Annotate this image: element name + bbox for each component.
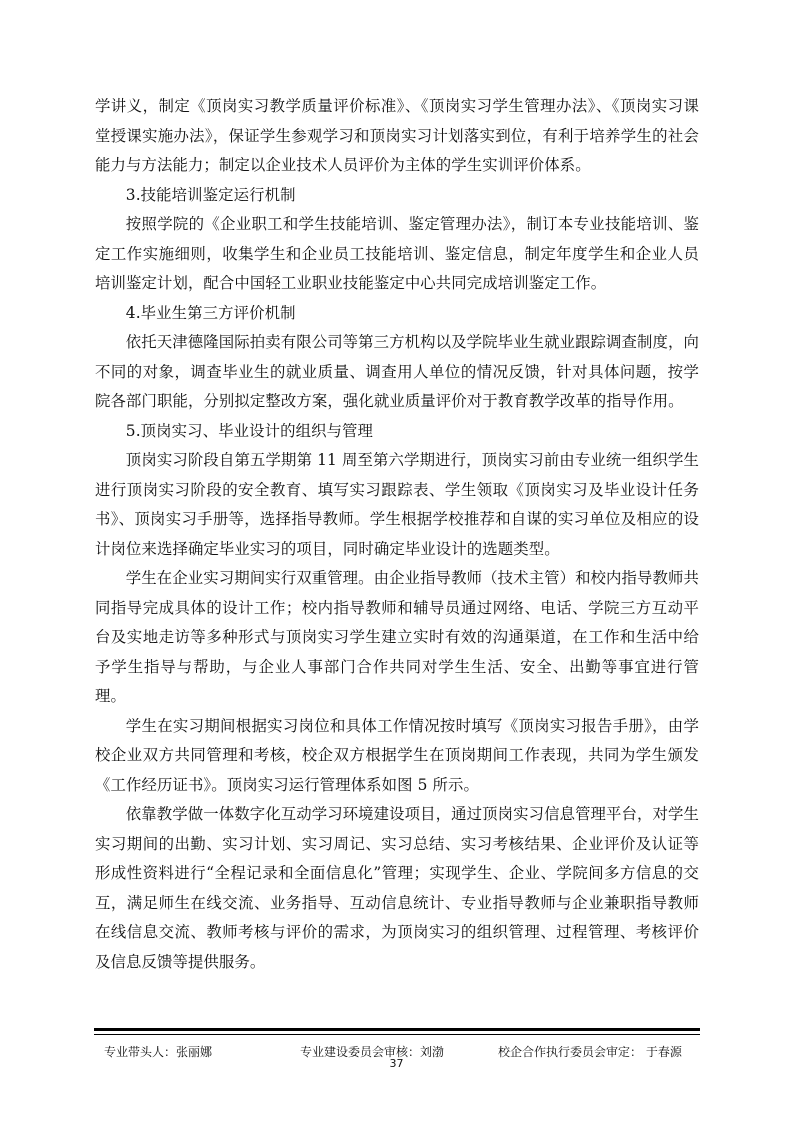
footer-committee-review: 专业建设委员会审核：刘渤 (300, 1045, 445, 1059)
paragraph: 依靠教学做一体数字化互动学习环境建设项目，通过顶岗实习信息管理平台，对学生实习期间的出勤、实习计划、实习周记、实习总结、实习考核结果、企业评价及认证等形成性资料进行“全程记录和全面信息化”管理；实现学生、企业、学院间多方信息的交互，满足师生在线交流、业务指导、互动信息统计、专业指导教师与企业兼职指导教师在线信息交流、教师考核与评价的需求，为顶岗实习的组织管理、过程管理、考核评价及信息反馈等提供服务。 (95, 805, 699, 971)
paragraph: 按照学院的《企业职工和学生技能培训、鉴定管理办法》，制订本专业技能培训、鉴定工作实施细则，收集学生和企业员工技能培训、鉴定信息，制定年度学生和企业人员培训鉴定计划，配合中国轻工业职业技能鉴定中心共同完成培训鉴定工作。 (95, 215, 699, 292)
paragraph: 顶岗实习阶段自第五学期第 11 周至第六学期进行，顶岗实习前由专业统一组织学生进行顶岗实习阶段的安全教育、填写实习跟踪表、学生领取《顶岗实习及毕业设计任务书》、顶岗实习手册等，选择指导教师。学生根据学校推荐和自谋的实习单位及相应的设计岗位来选择确定毕业实习的项目，同时确定毕业设计的选题类型。 (95, 451, 699, 558)
paragraph: 学生在企业实习期间实行双重管理。由企业指导教师（技术主管）和校内指导教师共同指导完成具体的设计工作；校内指导教师和辅导员通过网络、电话、学院三方互动平台及实地走访等多种形式与顶岗实习学生建立实时有效的沟通渠道，在工作和生活中给予学生指导与帮助，与企业人事部门合作共同对学生生活、安全、出勤等事宜进行管理。 (95, 569, 699, 705)
footer-committee-approval: 校企合作执行委员会审定： 于春源 (498, 1045, 682, 1059)
paragraph: 依托天津德隆国际拍卖有限公司等第三方机构以及学院毕业生就业跟踪调查制度，向不同的对象，调查毕业生的就业质量、调查用人单位的情况反馈，针对具体问题，按学院各部门职能，分别拟定整改方案，强化就业质量评价对于教育教学改革的指导作用。 (95, 333, 699, 410)
footer-divider-thin (94, 1034, 700, 1035)
section-heading: 5.顶岗实习、毕业设计的组织与管理 (125, 421, 374, 440)
page-number: 37 (389, 1057, 404, 1070)
paragraph: 学生在实习期间根据实习岗位和具体工作情况按时填写《顶岗实习报告手册》，由学校企业双方共同管理和考核，校企双方根据学生在顶岗期间工作表现，共同为学生颁发《工作经历证书》。顶岗实习运行管理体系如图 5 所示。 (95, 716, 699, 794)
paragraph: 学讲义，制定《顶岗实习教学质量评价标准》、《顶岗实习学生管理办法》、《顶岗实习课堂授课实施办法》，保证学生参观学习和顶岗实习计划落实到位，有利于培养学生的社会能力与方法能力；制定以企业技术人员评价为主体的学生实训评价体系。 (95, 97, 699, 174)
footer-program-lead: 专业带头人：张丽娜 (104, 1045, 213, 1059)
document-body (95, 92, 699, 977)
section-heading: 4.毕业生第三方评价机制 (125, 303, 296, 322)
footer-divider-thick (94, 1028, 700, 1031)
section-heading: 3.技能培训鉴定运行机制 (125, 185, 296, 204)
